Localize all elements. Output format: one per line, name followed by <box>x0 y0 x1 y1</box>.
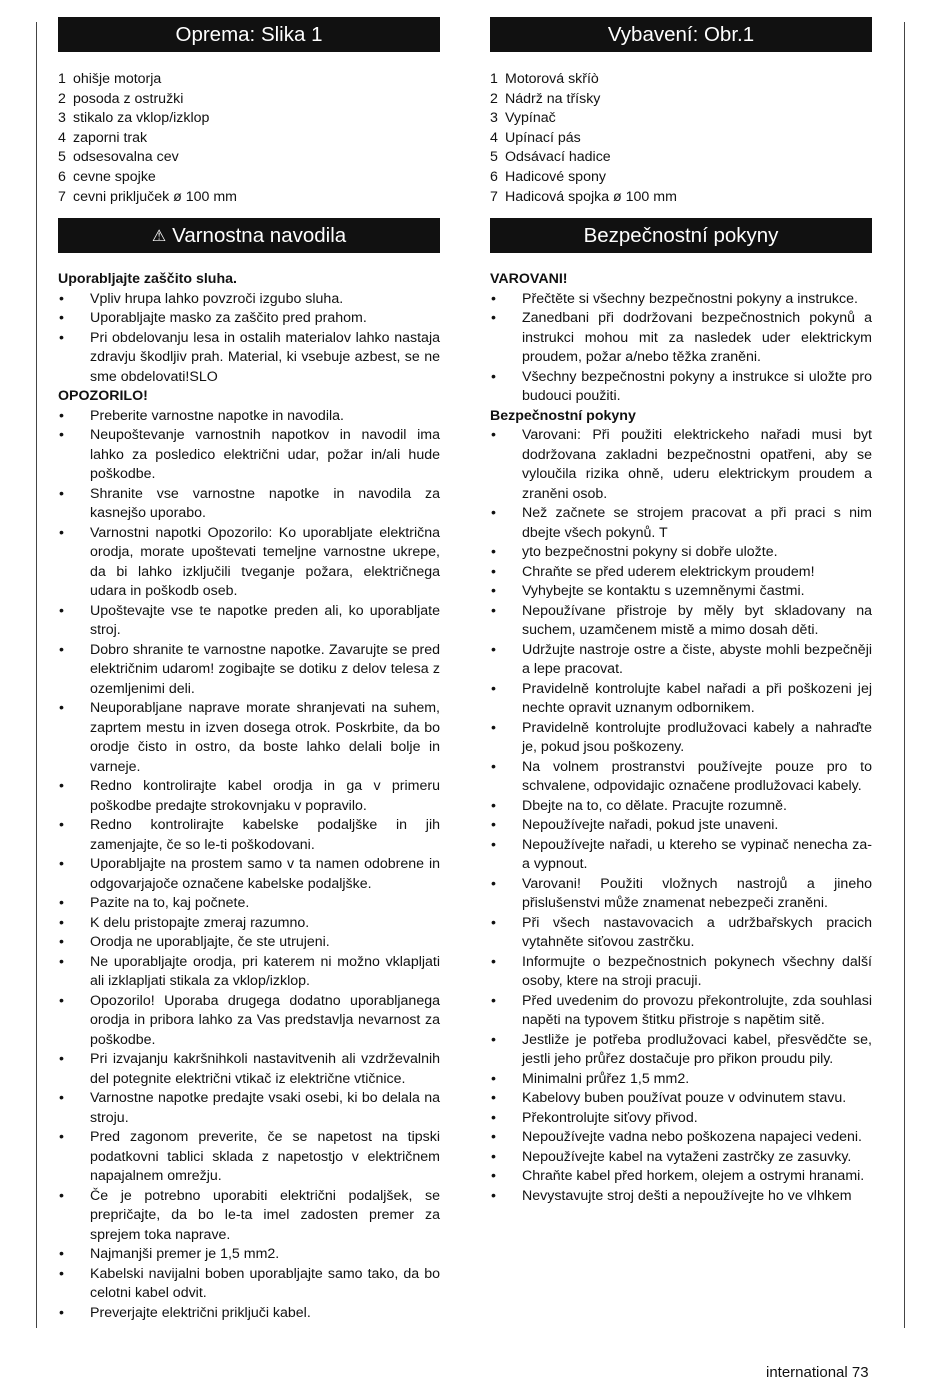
safety-sections <box>58 270 440 1323</box>
bullet-item <box>58 816 440 855</box>
bullet-dot-icon: • <box>59 700 64 717</box>
bullet-text: Pri obdelovanju lesa in ostalih materialov lahko nastaja zdravju škodljiv prah. Material, ki vsebuje azbest, se ne sme obdelovati!SLO <box>90 329 440 385</box>
part-number: 1 <box>490 71 498 87</box>
part-number: 6 <box>58 168 66 185</box>
bullet-item <box>490 290 872 310</box>
parts-list-item <box>58 109 440 129</box>
bullet-dot-icon: • <box>491 1109 496 1126</box>
bullet-text: yto bezpečnostni pokyny si dobře uložte. <box>522 544 778 561</box>
bullet-item <box>58 1245 440 1265</box>
page-footer <box>766 1364 869 1381</box>
bullet-text: Jestliže je potřeba prodlužovaci kabel, přesvědčte se, jestli jeho průřez dostačuje pro přikon proudu pily. <box>522 1031 872 1068</box>
bullet-dot-icon: • <box>59 485 64 502</box>
bullet-text: Preberite varnostne napotke in navodila. <box>90 407 344 424</box>
bullet-dot-icon: • <box>491 1070 496 1087</box>
bullet-item <box>490 797 872 817</box>
part-number: 3 <box>58 110 66 127</box>
bullet-text: Všechny bezpečnostni pokyny a instrukce si uložte pro budouci použiti. <box>522 368 872 405</box>
bullet-item <box>490 914 872 953</box>
right-column-czech <box>490 17 872 1206</box>
part-label: Hadicová spojka ø 100 mm <box>505 188 677 205</box>
bullet-item <box>58 992 440 1051</box>
bullet-item <box>58 953 440 992</box>
bullet-text: Kabelski navijalni boben uporabljajte samo tako, da bo celotni kabel odvit. <box>90 1265 440 1302</box>
bullet-dot-icon: • <box>491 758 496 775</box>
safety-title-bar <box>490 218 872 253</box>
bullet-dot-icon: • <box>59 778 64 795</box>
bullet-dot-icon: • <box>491 875 496 892</box>
bullet-text: Nepoužívejte nařadi, pokud jste unaveni. <box>522 817 779 834</box>
part-number: 7 <box>490 188 498 205</box>
parts-list <box>58 70 440 207</box>
bullet-dot-icon: • <box>59 1246 64 1263</box>
bullet-dot-icon: • <box>491 583 496 600</box>
part-number: 3 <box>490 110 498 127</box>
bullet-item <box>490 758 872 797</box>
bullet-dot-icon: • <box>59 1090 64 1107</box>
parts-list-item <box>58 90 440 110</box>
bullet-dot-icon: • <box>491 505 496 522</box>
bullet-text: Než začnete se strojem pracovat a při praci s nim dbejte všech pokynů. T <box>522 505 872 541</box>
bullet-dot-icon: • <box>491 797 496 814</box>
bullet-dot-icon: • <box>59 329 64 346</box>
bullet-text: Varovani! Použiti vložnych nastrojů a jineho přislušenstvi může znamenat nebezpeči zraněni. <box>522 875 872 912</box>
bullet-text: Varovani: Při použiti elektrickeho nařadi musi byt dodržovana zakladni bezpečnostni opatřeni, aby se vyloučila rizika ohně, uderu elektrickym proudem a zraněni osob. <box>522 427 872 502</box>
parts-list-item <box>58 188 440 208</box>
bullet-text: Varnostne napotke predajte vsaki osebi, ki bo delala na stroju. <box>90 1090 440 1126</box>
bullet-item <box>490 504 872 543</box>
bullet-item <box>58 777 440 816</box>
bullet-dot-icon: • <box>491 1187 496 1204</box>
bullet-dot-icon: • <box>491 602 496 619</box>
right-column-rule <box>904 22 905 1328</box>
equipment-title: Oprema: Slika 1 <box>175 23 323 46</box>
bullet-text: Pazite na to, kaj počnete. <box>90 895 250 912</box>
bullet-item <box>490 1167 872 1187</box>
bullet-dot-icon: • <box>59 1265 64 1282</box>
safety-section <box>490 407 872 1207</box>
bullet-text: K delu pristopajte zmeraj razumno. <box>90 914 310 931</box>
part-label: Upínací pás <box>505 129 581 146</box>
bullet-list <box>58 290 440 388</box>
bullet-dot-icon: • <box>59 602 64 619</box>
equipment-title-bar <box>490 17 872 52</box>
parts-list-item <box>490 109 872 129</box>
bullet-text: Redno kontrolirajte kabelske podaljške in jih zamenjajte, če so le-ti poškodovani. <box>90 817 440 853</box>
parts-list-item <box>58 129 440 149</box>
bullet-item <box>490 1128 872 1148</box>
bullet-dot-icon: • <box>491 641 496 658</box>
footer-label: international <box>766 1364 848 1381</box>
section-heading: Uporabljajte zaščito sluha. <box>58 271 237 288</box>
bullet-text: Chraňte kabel před horkem, olejem a ostrymi hranami. <box>522 1168 865 1185</box>
bullet-item <box>490 1148 872 1168</box>
bullet-item <box>58 1050 440 1089</box>
bullet-item <box>58 309 440 329</box>
part-number: 4 <box>490 129 498 146</box>
bullet-text: Nepoužívane přistroje by měly byt skladovany na suchem, uzamčenem mistě a mimo dosah děti. <box>522 602 872 639</box>
bullet-dot-icon: • <box>491 914 496 931</box>
section-heading: OPOZORILO! <box>58 388 148 405</box>
bullet-item <box>58 641 440 700</box>
bullet-item <box>58 329 440 388</box>
bullet-dot-icon: • <box>59 914 64 931</box>
safety-section <box>58 387 440 1323</box>
bullet-item <box>490 992 872 1031</box>
left-column-slovenian <box>58 17 440 1323</box>
part-number: 2 <box>490 90 498 107</box>
part-label: posoda z ostružki <box>73 90 184 107</box>
bullet-text: Pravidelně kontrolujte kabel nařadi a při poškozeni jej nechte opravit uznanym odbornikem. <box>522 680 872 717</box>
left-column-rule <box>36 22 37 1328</box>
bullet-dot-icon: • <box>491 992 496 1009</box>
part-number: 1 <box>58 71 66 87</box>
parts-list-item <box>490 148 872 168</box>
safety-sections <box>490 270 872 1206</box>
safety-title: Varnostna navodila <box>172 224 347 248</box>
bullet-text: Uporabljajte na prostem samo v ta namen odobrene in odgovarjajoče označene kabelske podaljške. <box>90 856 440 892</box>
bullet-dot-icon: • <box>59 290 64 307</box>
bullet-text: Nepoužívejte nařadi, u ktereho se vypinač nenecha za- a vypnout. <box>522 836 872 873</box>
safety-section <box>490 270 872 407</box>
bullet-item <box>490 309 872 368</box>
bullet-item <box>490 582 872 602</box>
bullet-dot-icon: • <box>491 544 496 561</box>
part-number: 4 <box>58 129 66 146</box>
part-number: 7 <box>58 188 66 205</box>
bullet-dot-icon: • <box>491 953 496 970</box>
bullet-item <box>490 1187 872 1207</box>
bullet-dot-icon: • <box>59 407 64 424</box>
bullet-text: Na volnem prostranstvi používejte pouze pro to schvalene, odpovidajic označene prodlužovaci kabely. <box>522 758 872 795</box>
bullet-text: Če je potrebno uporabiti električni podaljšek, se prepričajte, da bo le-ta imel zadosten premer za sprejem toka naprave. <box>90 1187 440 1243</box>
bullet-text: Redno kontrolirajte kabel orodja in ga v primeru poškodbe predajte strokovnjaku v popravilo. <box>90 778 440 814</box>
bullet-text: Vyhybejte se kontaktu s uzemněnymi častmi. <box>522 583 805 600</box>
bullet-item <box>58 524 440 602</box>
part-number: 6 <box>490 168 498 185</box>
section-heading: Bezpečnostní pokyny <box>490 407 636 424</box>
bullet-text: Vpliv hrupa lahko povzroči izgubo sluha. <box>90 290 344 307</box>
bullet-dot-icon: • <box>59 992 64 1009</box>
bullet-text: Udržujte nastroje ostre a čiste, abyste mohli bezpečněji a lepe pracovat. <box>522 641 872 678</box>
bullet-item <box>490 543 872 563</box>
bullet-item <box>58 699 440 777</box>
safety-section <box>58 270 440 387</box>
bullet-item <box>490 680 872 719</box>
bullet-item <box>490 719 872 758</box>
bullet-text: Upoštevajte vse te napotke preden ali, ko uporabljate stroj. <box>90 602 440 639</box>
parts-list-item <box>490 70 872 90</box>
bullet-dot-icon: • <box>59 895 64 912</box>
bullet-dot-icon: • <box>491 427 496 444</box>
bullet-item <box>490 368 872 407</box>
parts-list-item <box>490 90 872 110</box>
safety-title-bar <box>58 218 440 253</box>
part-label: odsesovalna cev <box>73 149 179 166</box>
bullet-text: Najmanjši premer je 1,5 mm2. <box>90 1246 280 1263</box>
bullet-text: Pravidelně kontrolujte prodlužovaci kabely a nahraďte je, pokud jsou poškozeny. <box>522 719 872 756</box>
part-label: ohišje motorja <box>73 71 162 87</box>
equipment-title-bar <box>58 17 440 52</box>
parts-list-item <box>58 70 440 90</box>
bullet-dot-icon: • <box>491 680 496 697</box>
page-number: 73 <box>851 1364 869 1381</box>
bullet-text: Preverjajte električni priključi kabel. <box>90 1304 311 1321</box>
bullet-item <box>58 1304 440 1324</box>
bullet-text: Dobro shranite te varnostne napotke. Zavarujte se pred električnim udarom! zogibajte se dotiku z delov telesa z ozemljenimi deli. <box>90 641 440 697</box>
bullet-item <box>58 1089 440 1128</box>
part-label: cevne spojke <box>73 168 156 185</box>
part-number: 5 <box>490 149 498 166</box>
bullet-dot-icon: • <box>491 817 496 834</box>
bullet-dot-icon: • <box>59 817 64 834</box>
bullet-text: Varnostni napotki Opozorilo: Ko uporabljate električna orodja, morate upoštevati temeljne varnostne ukrepe, da bi lahko izključili tveganje požara, električnega udara in poškodb oseb. <box>90 524 440 600</box>
equipment-title: Vybavení: Obr.1 <box>607 23 755 46</box>
bullet-item <box>490 1089 872 1109</box>
bullet-text: Přečtěte si všechny bezpečnostni pokyny a instrukce. <box>522 290 858 307</box>
part-number: 5 <box>58 149 66 166</box>
part-label: Nádrž na třísky <box>505 90 601 107</box>
bullet-dot-icon: • <box>59 1304 64 1321</box>
bullet-item <box>490 563 872 583</box>
bullet-item <box>490 875 872 914</box>
bullet-text: Neuporabljane naprave morate shranjevati na suhem, zaprtem mestu in izven dosega otrok. Poskrbite, da bo orodje čisto in ostro, da boste lahko delali bolje in varneje. <box>90 700 440 775</box>
bullet-dot-icon: • <box>491 719 496 736</box>
part-label: Vypínač <box>505 110 556 127</box>
bullet-item <box>58 290 440 310</box>
part-label: Hadicové spony <box>505 168 606 185</box>
bullet-dot-icon: • <box>59 1129 64 1146</box>
bullet-item <box>490 1109 872 1129</box>
bullet-list <box>490 290 872 407</box>
bullet-text: Ne uporabljajte orodja, pri katerem ni možno vklapljati ali izklapljati stikala za vklop/izklop. <box>90 953 440 990</box>
bullet-dot-icon: • <box>59 310 64 327</box>
bullet-text: Dbejte na to, co dělate. Pracujte rozumně. <box>522 797 787 814</box>
bullet-text: Při všech nastavovacich a udržbařskych pracich vytahněte siťovou zastrčku. <box>522 914 872 951</box>
bullet-item <box>490 953 872 992</box>
bullet-item <box>58 407 440 427</box>
bullet-dot-icon: • <box>491 290 496 307</box>
bullet-dot-icon: • <box>59 427 64 444</box>
parts-list-item <box>490 129 872 149</box>
bullet-text: Před uvedenim do provozu překontrolujte, zda souhlasi napěti na typovem štitku přistroje s napětim sitě. <box>522 992 872 1029</box>
bullet-text: Kabelovy buben používat pouze v odvinutem stavu. <box>522 1090 847 1107</box>
parts-list <box>490 70 872 207</box>
bullet-item <box>58 426 440 485</box>
parts-list-item <box>490 168 872 188</box>
bullet-item <box>490 641 872 680</box>
bullet-text: Orodja ne uporabljajte, če ste utrujeni. <box>90 934 330 951</box>
bullet-item <box>58 1265 440 1304</box>
bullet-dot-icon: • <box>59 524 64 541</box>
bullet-item <box>58 1128 440 1187</box>
bullet-dot-icon: • <box>491 836 496 853</box>
bullet-text: Nepoužívejte vadna nebo poškozena napajeci vedeni. <box>522 1129 862 1146</box>
bullet-item <box>490 1031 872 1070</box>
bullet-text: Nevystavujte stroj dešti a nepoužívejte ho ve vlhkem <box>522 1187 852 1204</box>
section-heading: VAROVANI! <box>490 271 568 288</box>
part-label: Motorová skříò <box>505 71 599 87</box>
part-label: zaporni trak <box>73 129 148 146</box>
bullet-text: Pri izvajanju kakršnihkoli nastavitvenih ali vzdrževalnih del potegnite električni vtikač iz električne vtičnice. <box>90 1051 440 1087</box>
bullet-dot-icon: • <box>59 641 64 658</box>
part-number: 2 <box>58 90 66 107</box>
bullet-item <box>490 836 872 875</box>
bullet-item <box>58 602 440 641</box>
bullet-list <box>58 407 440 1324</box>
bullet-dot-icon: • <box>59 856 64 873</box>
bullet-dot-icon: • <box>59 1187 64 1204</box>
bullet-item <box>490 426 872 504</box>
bullet-item <box>58 933 440 953</box>
parts-list-item <box>58 148 440 168</box>
bullet-item <box>58 855 440 894</box>
bullet-text: Opozorilo! Uporaba drugega dodatno uporabljanega orodja in pribora lahko za Vas predstavlja nevarnost za poškodbe. <box>90 992 440 1048</box>
part-label: Odsávací hadice <box>505 149 611 166</box>
bullet-dot-icon: • <box>59 953 64 970</box>
warning-triangle-icon: ⚠ <box>151 228 167 246</box>
part-label: cevni priključek ø 100 mm <box>73 188 237 205</box>
bullet-text: Chraňte se před uderem elektrickym proudem! <box>522 563 815 580</box>
bullet-text: Uporabljajte masko za zaščito pred prahom. <box>90 310 367 327</box>
bullet-text: Nepoužívejte kabel na vytaženi zastrčky ze zasuvky. <box>522 1148 852 1165</box>
bullet-item <box>490 816 872 836</box>
bullet-item <box>58 1187 440 1246</box>
bullet-dot-icon: • <box>491 1129 496 1146</box>
bullet-text: Zanedbani při dodržovani bezpečnostnich pokynů a instrukci mohou mit za nasledek uder elektrickym proudem, požar a/nebo těžka zraněni. <box>522 310 872 366</box>
bullet-dot-icon: • <box>491 1090 496 1107</box>
parts-list-item <box>490 188 872 208</box>
safety-title: Bezpečnostní pokyny <box>583 224 779 248</box>
bullet-list <box>490 426 872 1206</box>
bullet-item <box>490 1070 872 1090</box>
bullet-dot-icon: • <box>491 1031 496 1048</box>
bullet-dot-icon: • <box>59 934 64 951</box>
bullet-dot-icon: • <box>491 368 496 385</box>
bullet-text: Překontrolujte siťovy přivod. <box>522 1109 698 1126</box>
bullet-dot-icon: • <box>491 1148 496 1165</box>
part-label: stikalo za vklop/izklop <box>73 110 210 127</box>
bullet-text: Shranite vse varnostne napotke in navodila za kasnejšo uporabo. <box>90 485 440 522</box>
bullet-item <box>58 914 440 934</box>
bullet-dot-icon: • <box>491 563 496 580</box>
bullet-text: Minimalni průřez 1,5 mm2. <box>522 1070 690 1087</box>
bullet-item <box>490 602 872 641</box>
bullet-dot-icon: • <box>491 1168 496 1185</box>
bullet-item <box>58 485 440 524</box>
bullet-text: Neupoštevanje varnostnih napotkov in navodil ima lahko za posledico električni udar, požar in/ali hude poškodbe. <box>90 427 440 483</box>
bullet-text: Pred zagonom preverite, če se napetost na tipski podatkovni tablici sklada z napetostjo v električnem napajalnem omrežju. <box>90 1129 440 1185</box>
bullet-text: Informujte o bezpečnostnich pokynech všechny další osoby, ktere na stroji pracuji. <box>522 953 872 990</box>
parts-list-item <box>58 168 440 188</box>
bullet-dot-icon: • <box>491 310 496 327</box>
bullet-item <box>58 894 440 914</box>
bullet-dot-icon: • <box>59 1051 64 1068</box>
